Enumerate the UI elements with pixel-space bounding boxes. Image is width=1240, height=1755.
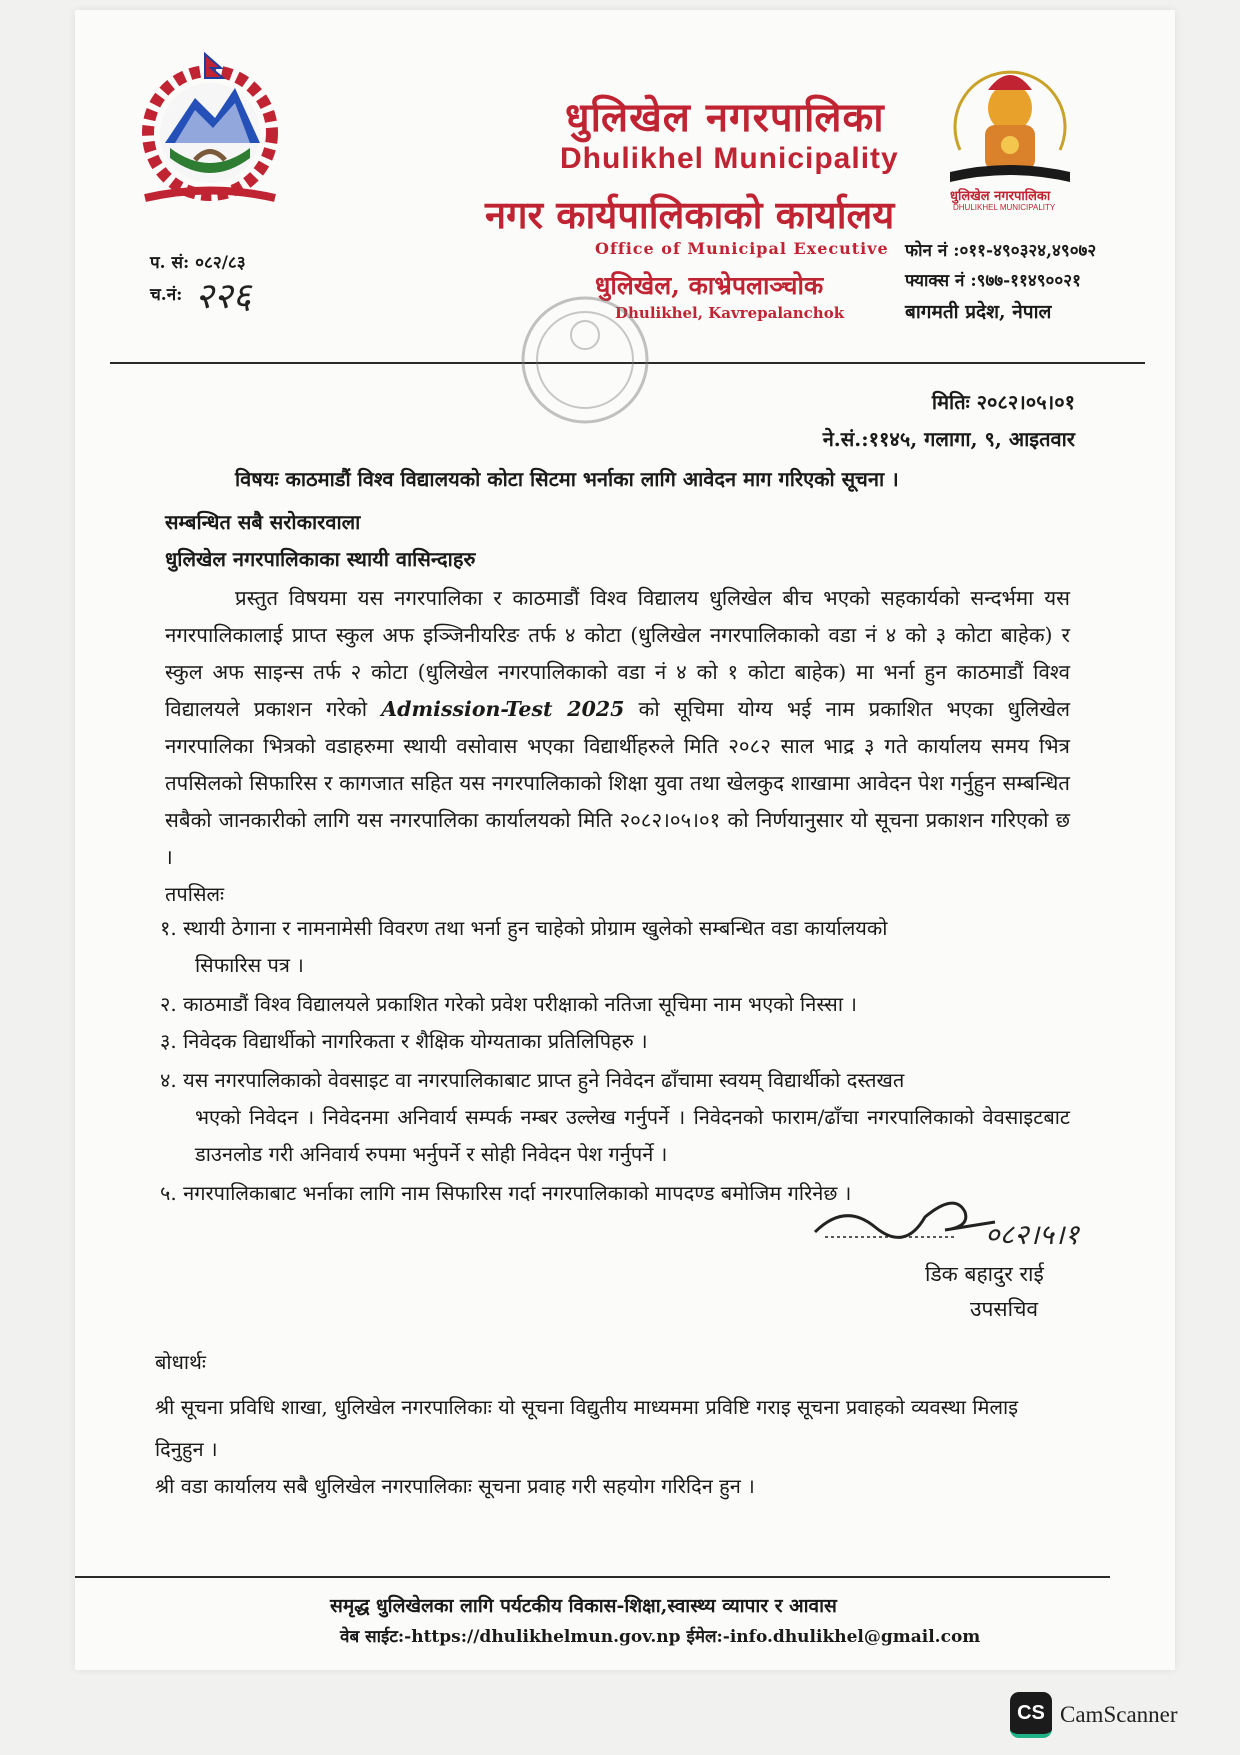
municipality-name-np: धुलिखेल नगरपालिका: [565, 94, 885, 141]
tapasil-label: तपसिलः: [165, 882, 225, 906]
body-text-part2: को सूचिमा योग्य भई नाम प्रकाशित भएका धुलिखेल नगरपालिका भित्रको वडाहरुमा स्थायी वसोवास भएका विद्यार्थीहरुले मिति २०८२ साल भाद्र ३ गते कार्यालय समय भित्र तपसिलको सिफारिस र कागजात सहित यस नगरपालिकाको शिक्षा युवा तथा खेलकुद शाखामा आवेदन पेश गर्नुहुन सम्बन्धित सबैको जानकारीको लागि यस नगरपालिका कार्यालयको मिति २०८२।०५।०१ को निर्णयानुसार यो सूचना प्रकाशन गरिएको छ ।: [165, 697, 1070, 869]
camscanner-icon: CS: [1010, 1692, 1052, 1738]
ref-ps: प. सं: ०८२/८३: [150, 253, 246, 273]
list-item-text: २. काठमाडौं विश्व विद्यालयले प्रकाशित गरेको प्रवेश परीक्षाको नतिजा सूचिमा नाम भएको निस्सा ।: [160, 992, 857, 1016]
list-item-text: १. स्थायी ठेगाना र नामनामेसी विवरण तथा भर्ना हुन चाहेको प्रोग्राम खुलेको सम्बन्धित वडा कार्यालयको: [160, 916, 888, 940]
signatory-title: उपसचिव: [970, 1297, 1039, 1321]
nepal-emblem-logo: [125, 48, 295, 208]
list-item-text: ४. यस नगरपालिकाको वेवसाइट वा नगरपालिकाबाट प्राप्त हुने निवेदन ढाँचामा स्वयम् विद्यार्थीको दस्तखत: [160, 1068, 905, 1092]
list-item-cont: सिफारिस पत्र ।: [195, 953, 304, 977]
municipality-deity-logo: [930, 50, 1090, 200]
date-miti: मितिः २०८२।०५।०१: [931, 390, 1075, 414]
body-italic-admission: Admission-Test 2025: [381, 697, 625, 721]
signature-date-handwritten: ०८२।५।१: [985, 1218, 1080, 1251]
list-item: [160, 1062, 1070, 1173]
province: बागमती प्रदेश, नेपाल: [905, 301, 1052, 323]
list-item: [160, 910, 1070, 984]
footer-slogan: समृद्ध धुलिखेलका लागि पर्यटकीय विकास-शिक्षा,स्वास्थ्य व्यापार र आवास: [330, 1595, 837, 1617]
addressee-line-2: धुलिखेल नगरपालिकाका स्थायी वासिन्दाहरु: [165, 547, 476, 571]
phone-number: फोन नं :०११-४९०३२४,४९०७२: [905, 241, 1097, 261]
list-item: [160, 986, 1070, 1023]
municipality-name-en: Dhulikhel Municipality: [560, 142, 899, 175]
list-item-cont: भएको निवेदन । निवेदनमा अनिवार्य सम्पर्क नम्बर उल्लेख गर्नुपर्ने । निवेदनको फाराम/ढाँचा नगरपालिकाको वेवसाइटबाट डाउनलोड गरी अनिवार्य रुपमा भर्नुपर्ने र सोही निवेदन पेश गर्नुपर्ने ।: [195, 1105, 1070, 1166]
addressee-line-1: सम्बन्धित सबै सरोकारवाला: [165, 510, 361, 534]
list-item: [160, 1023, 1070, 1060]
office-stamp: [515, 290, 655, 430]
footer-divider: [75, 1576, 1110, 1578]
right-logo-caption: धुलिखेल नगरपालिका: [950, 189, 1051, 204]
ref-cn-label: च.नं:: [150, 285, 183, 305]
bodhartha-line-2: श्री वडा कार्यालय सबै धुलिखेल नगरपालिकाः सूचना प्रवाह गरी सहयोग गरिदिन हुन ।: [155, 1474, 755, 1498]
camscanner-watermark: [1010, 1692, 1178, 1738]
list-item-text: ३. निवेदक विद्यार्थीको नागरिकता र शैक्षिक योग्यताका प्रतिलिपिहरु ।: [160, 1029, 648, 1053]
address-en: Dhulikhel, Kavrepalanchok: [615, 304, 845, 322]
date-nepal-sambat: ने.सं.:११४५, गलागा, ९, आइतवार: [822, 427, 1075, 451]
footer-contact: वेब साईट:-https://dhulikhelmun.gov.np ईमेल:-info.dhulikhel@gmail.com: [340, 1627, 981, 1647]
letter-page: [75, 10, 1175, 1670]
body-text-part1: प्रस्तुत विषयमा यस नगरपालिका र काठमाडौं विश्व विद्यालय धुलिखेल बीच भएको सहकार्यको सन्दर्भमा यस नगरपालिकालाई प्राप्त स्कुल अफ इञ्जिनीयरिङ तर्फ ४ कोटा (धुलिखेल नगरपालिकाको वडा नं ४ को ३ कोटा बाहेक) र स्कुल अफ साइन्स तर्फ २ कोटा (धुलिखेल नगरपालिकाको वडा नं ४ को १ कोटा बाहेक) मा भर्ना हुन काठमाडौं विश्व विद्यालयले प्रकाशन गरेको: [165, 586, 1070, 721]
signature-scribble: [805, 1182, 1005, 1252]
list-item-text: ५. नगरपालिकाबाट भर्नाका लागि नाम सिफारिस गर्दा नगरपालिकाको मापदण्ड बमोजिम गरिनेछ ।: [160, 1181, 852, 1205]
body-paragraph: [165, 580, 1070, 876]
office-name-np: नगर कार्यपालिकाको कार्यालय: [485, 192, 895, 237]
camscanner-label: CamScanner: [1060, 1702, 1178, 1727]
signatory-name: डिक बहादुर राई: [925, 1262, 1044, 1286]
ref-cn-handwritten: २२६: [195, 276, 252, 317]
bodhartha-label: बोधार्थः: [155, 1350, 206, 1374]
subject-line: विषयः काठमाडौं विश्व विद्यालयको कोटा सिटमा भर्नाका लागि आवेदन माग गरिएको सूचना ।: [235, 467, 899, 491]
bodhartha-line-1: श्री सूचना प्रविधि शाखा, धुलिखेल नगरपालिकाः यो सूचना विद्युतीय माध्यममा प्रविष्टि गराइ सूचना प्रवाहको व्यवस्था मिलाइ दिनुहुन ।: [155, 1395, 1019, 1461]
right-logo-subcaption: DHULIKHEL MUNICIPALITY: [953, 203, 1056, 212]
office-name-en: Office of Municipal Executive: [595, 239, 889, 258]
address-np: धुलिखेल, काभ्रेपलाञ्चोक: [595, 271, 824, 300]
fax-number: फ्याक्स नं :९७७-११४९००२१: [905, 271, 1081, 291]
